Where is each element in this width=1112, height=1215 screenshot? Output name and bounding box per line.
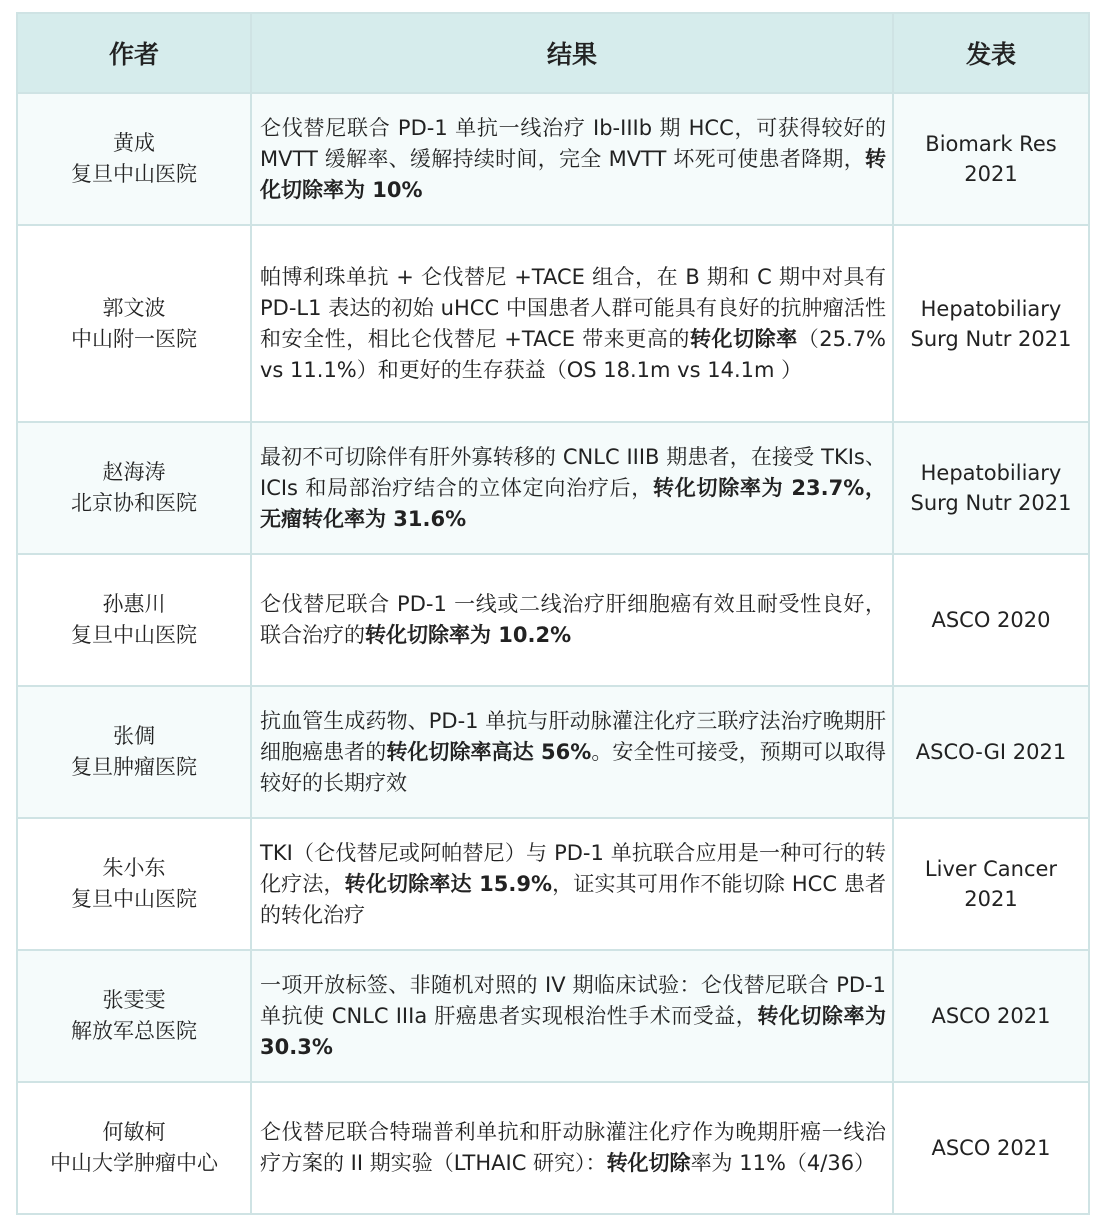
- publication-cell: [893, 818, 1089, 950]
- publication-journal: ASCO 2020: [931, 608, 1051, 632]
- result-cell: [251, 1082, 893, 1214]
- result-tail: 。安全性可接受，预期可以取得较好的长期疗效: [260, 739, 887, 795]
- publication-journal: ASCO 2021: [931, 1004, 1051, 1028]
- result-highlight: 转化切除率为 10.2%: [365, 623, 572, 647]
- result-tail: 率为 11%（4/36）: [690, 1151, 876, 1175]
- table-row: [17, 1082, 1089, 1214]
- author-institution: 中山大学肿瘤中心: [50, 1151, 218, 1175]
- table-row: [17, 686, 1089, 818]
- result-highlight: 转化切除率高达 56%: [386, 739, 592, 764]
- publication-cell: [893, 225, 1089, 422]
- publication-year: Surg Nutr 2021: [910, 491, 1072, 515]
- publication-year: 2021: [964, 887, 1018, 911]
- publication-journal: Hepatobiliary: [920, 296, 1062, 321]
- result-text: 帕博利珠单抗 + 仑伐替尼 +TACE 组合，在 B 期和 C 期中对具有 PD-L1 表达的初始 uHCC 中国患者人群可能具有良好的抗肿瘤活性和安全性，相比仑伐替尼 +TACE 带来更高的: [260, 264, 886, 351]
- result-text: 抗血管生成药物、PD-1 单抗与肝动脉灌注化疗三联疗法治疗晚期肝细胞癌患者的: [260, 708, 886, 764]
- author-institution: 复旦中山医院: [71, 887, 197, 911]
- result-cell: [251, 686, 893, 818]
- publication-cell: [893, 950, 1089, 1082]
- author-cell: [17, 93, 251, 225]
- result-cell: [251, 422, 893, 554]
- result-cell: [251, 225, 893, 422]
- header-result: 结果: [251, 13, 893, 93]
- publication-cell: [893, 93, 1089, 225]
- header-author: 作者: [17, 13, 251, 93]
- author-institution: 复旦中山医院: [71, 623, 197, 647]
- result-cell: [251, 818, 893, 950]
- author-institution: 解放军总医院: [71, 1019, 197, 1043]
- author-institution: 复旦肿瘤医院: [71, 755, 197, 779]
- result-cell: [251, 554, 893, 686]
- result-text: TKI（仑伐替尼或阿帕替尼）与 PD-1 单抗联合应用是一种可行的转化疗法，: [260, 840, 886, 896]
- author-name: 张倜: [113, 724, 155, 748]
- author-name: 张雯雯: [102, 988, 166, 1012]
- publication-journal: Liver Cancer: [924, 857, 1058, 881]
- result-highlight: 转化切除率: [689, 326, 798, 351]
- author-name: 朱小东: [102, 856, 166, 880]
- result-cell: [251, 93, 893, 225]
- header-publication: 发表: [893, 13, 1089, 93]
- result-tail: ，证实其可用作不能切除 HCC 患者的转化治疗: [260, 871, 886, 927]
- result-cell: [251, 950, 893, 1082]
- author-name: 何敏柯: [102, 1120, 166, 1144]
- table-row: [17, 950, 1089, 1082]
- table-row: [17, 818, 1089, 950]
- result-highlight: 转化切除: [606, 1151, 691, 1175]
- results-table-container: [16, 12, 1088, 1215]
- publication-year: Surg Nutr 2021: [910, 326, 1072, 351]
- table-row: [17, 225, 1089, 422]
- publication-journal: Biomark Res: [925, 132, 1057, 156]
- table-row: [17, 554, 1089, 686]
- publication-cell: [893, 422, 1089, 554]
- author-cell: [17, 225, 251, 422]
- author-institution: 中山附一医院: [71, 326, 197, 351]
- author-cell: [17, 1082, 251, 1214]
- result-text: 最初不可切除伴有肝外寡转移的 CNLC IIIB 期患者，在接受 TKIs、ICIs 和局部治疗结合的立体定向治疗后，: [260, 444, 886, 500]
- table-row: [17, 93, 1089, 225]
- author-name: 郭文波: [102, 295, 166, 320]
- author-cell: [17, 686, 251, 818]
- author-institution: 复旦中山医院: [71, 162, 197, 186]
- results-table: [16, 12, 1090, 1215]
- publication-journal: Hepatobiliary: [920, 461, 1062, 485]
- result-highlight: 转化切除率为 10%: [260, 146, 886, 202]
- publication-cell: [893, 686, 1089, 818]
- publication-year: 2021: [964, 162, 1018, 186]
- publication-cell: [893, 554, 1089, 686]
- author-cell: [17, 554, 251, 686]
- author-name: 赵海涛: [102, 460, 166, 484]
- result-highlight: 转化切除率达 15.9%: [344, 871, 553, 896]
- result-text: 仑伐替尼联合 PD-1 一线或二线治疗肝细胞癌有效且耐受性良好，联合治疗的: [260, 592, 886, 647]
- publication-journal: ASCO 2021: [931, 1136, 1051, 1160]
- result-tail: （25.7% vs 11.1%）和更好的生存获益（OS 18.1m vs 14.1m ）: [260, 326, 887, 382]
- header-row: [17, 13, 1089, 93]
- result-text: 仑伐替尼联合 PD-1 单抗一线治疗 Ib-IIIb 期 HCC，可获得较好的 MVTT 缓解率、缓解持续时间，完全 MVTT 坏死可使患者降期，: [260, 115, 886, 171]
- author-name: 孙惠川: [102, 592, 166, 616]
- author-cell: [17, 818, 251, 950]
- author-name: 黄成: [113, 131, 155, 155]
- result-highlight: 转化切除率为 30.3%: [260, 1003, 886, 1059]
- author-institution: 北京协和医院: [71, 491, 197, 515]
- result-text: 仑伐替尼联合特瑞普利单抗和肝动脉灌注化疗作为晚期肝癌一线治疗方案的 II 期实验（LTHAIC 研究）：: [260, 1120, 886, 1175]
- result-highlight: 转化切除率为 23.7%，无瘤转化率为 31.6%: [260, 475, 886, 531]
- result-text: 一项开放标签、非随机对照的 IV 期临床试验：仑伐替尼联合 PD-1 单抗使 CNLC IIIa 肝癌患者实现根治性手术而受益，: [260, 972, 886, 1028]
- table-row: [17, 422, 1089, 554]
- publication-journal: ASCO-GI 2021: [915, 740, 1067, 764]
- author-cell: [17, 950, 251, 1082]
- publication-cell: [893, 1082, 1089, 1214]
- author-cell: [17, 422, 251, 554]
